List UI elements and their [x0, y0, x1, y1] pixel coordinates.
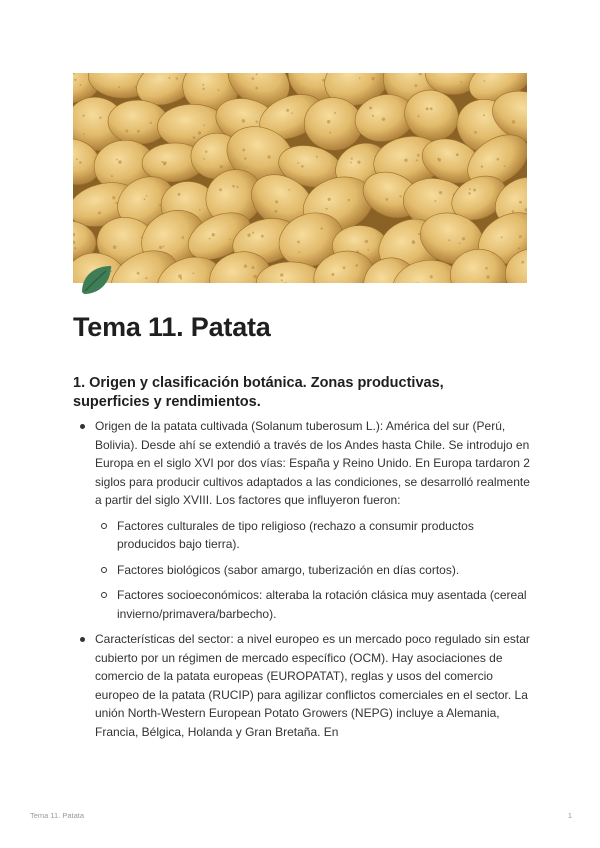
potato-eye — [371, 77, 374, 80]
potato-eye — [369, 106, 372, 109]
list-item-text: Origen de la patata cultivada (Solanum tuberosum L.): América del sur (Perú, Bolivia). Desde ahí se extendió a través de los Andes hasta Chile. Se introdujo en Europa en el siglo XVI por dos vías: España y Reino Unido. En Europa tardaron 2 siglos para producir cultivos adaptados a las condiciones, se desarrolló realmente a partir del siglo XVIII. Los factores que influyeron fueron: — [95, 419, 530, 507]
potato-eye — [112, 196, 115, 199]
potato-eye — [385, 198, 388, 201]
potatoes-photo — [73, 73, 527, 283]
potato-eye — [218, 89, 220, 91]
potato-eye — [205, 151, 207, 153]
potato-eye — [416, 159, 418, 161]
potato-eye — [521, 261, 524, 264]
potato-eye — [163, 163, 166, 166]
page-number: 1 — [567, 811, 572, 820]
potato-eye — [76, 158, 78, 160]
potato-eye — [297, 162, 299, 164]
potato-eye — [414, 84, 417, 87]
potato-eye — [99, 117, 101, 119]
potato-eye — [150, 122, 152, 124]
potato-eye — [399, 195, 401, 197]
potato-eye — [448, 239, 450, 241]
potato-eye — [299, 251, 301, 253]
cover-image — [73, 73, 527, 283]
potato-eye — [497, 158, 500, 161]
potato-eye — [331, 273, 334, 276]
list-item: Factores socioeconómicos: alteraba la rotación clásica muy asentada (cereal invierno/primavera/barbecho). — [95, 586, 533, 623]
potato-eye — [430, 275, 433, 278]
potato-eye — [519, 235, 522, 238]
potato-eye — [426, 107, 429, 110]
potato-eye — [460, 81, 462, 83]
potato-eye — [113, 245, 117, 249]
potato-eye — [242, 119, 246, 123]
footer-title: Tema 11. Patata — [30, 811, 85, 820]
list-item-text: Características del sector: a nivel europeo es un mercado poco regulado sin estar cubierto por un régimen de mercado específico (OCM). Hay asociaciones de comercio de la patata europeas (EUROPATAT), reglas y usos del comercio europeo de la patata (RUCIP) para agilizar conflictos comerciales en el sector. La unión North-Western European Potato Growers (NEPG) incluye a Alemania, Francia, Bélgica, Holanda y Gran Bretaña. En — [95, 632, 530, 739]
list-item: Factores biológicos (sabor amargo, tuberización en días cortos). — [95, 561, 533, 580]
potato-eye — [334, 112, 336, 114]
potato-eye — [252, 266, 255, 269]
potato-eye — [462, 237, 465, 240]
potato-eye — [74, 247, 76, 249]
potato-eye — [115, 202, 117, 204]
potato-eye — [83, 133, 85, 135]
potato-eye — [202, 88, 204, 90]
potato-eye — [232, 185, 235, 188]
potato-eye — [182, 236, 185, 239]
potato-eye — [512, 120, 516, 124]
potato-eye — [357, 161, 360, 164]
potato-eye — [116, 159, 118, 161]
potato-eye — [316, 156, 318, 158]
potato-eye — [219, 188, 222, 191]
section-heading: 1. Origen y clasificación botánica. Zonas productivas, superficies y rendimientos. — [73, 375, 444, 410]
potato-eye — [83, 115, 85, 117]
potato-eye — [137, 272, 140, 275]
potato-eye — [359, 77, 361, 79]
potato-eye — [275, 200, 278, 203]
page-title: Tema 11. Patata — [73, 312, 271, 342]
list-item — [73, 417, 533, 623]
potato-eye — [281, 279, 283, 281]
potato-eye — [274, 210, 277, 213]
potato-eye — [118, 86, 120, 88]
potato-eye — [486, 275, 489, 278]
potato-eye — [144, 198, 146, 200]
potato-eye — [209, 238, 211, 240]
potato-eye — [343, 266, 346, 269]
potato-eye — [212, 233, 215, 236]
potato-eye — [229, 239, 231, 241]
potato-eye — [202, 84, 204, 86]
potato-eye — [430, 107, 433, 110]
potato-eye — [255, 87, 258, 90]
potato-eye — [326, 208, 328, 210]
potato-eye — [178, 193, 181, 196]
leaf-icon — [78, 262, 114, 298]
potato-eye — [286, 109, 289, 112]
potato-eye — [168, 77, 170, 79]
potato-eye — [193, 136, 196, 139]
potato-eye — [244, 157, 246, 159]
potato-eye — [247, 234, 250, 237]
potato-eye — [236, 186, 238, 188]
list-item — [73, 630, 533, 741]
potato-eye — [159, 246, 162, 249]
potato-eye — [367, 249, 369, 251]
potato-eye — [118, 160, 122, 164]
potato-eye — [483, 114, 485, 116]
potato-eye — [80, 84, 82, 86]
potato-eye — [176, 77, 178, 79]
potato-eye — [74, 79, 76, 81]
potato-eye — [193, 272, 195, 274]
potato-eye — [348, 199, 350, 201]
potato-eye — [417, 154, 420, 157]
potato-eye — [134, 86, 136, 88]
potato-eye — [111, 175, 113, 177]
list-item: Factores culturales de tipo religioso (rechazo a consumir productos producidos bajo tierra). — [95, 517, 533, 554]
potato-eye — [365, 240, 368, 243]
potato-eye — [504, 165, 506, 167]
potato-eye — [456, 153, 459, 156]
potato-eye — [288, 189, 290, 191]
potato-eye — [244, 265, 247, 268]
sub-bullet-list — [95, 517, 533, 624]
potato-eye — [355, 264, 358, 267]
potato-eye — [350, 162, 352, 164]
potato-eye — [519, 201, 522, 204]
potato-eye — [483, 80, 485, 82]
potato-eye — [459, 242, 461, 244]
potato-eye — [220, 165, 223, 168]
potato-eye — [297, 241, 300, 244]
potato-eye — [291, 112, 293, 114]
potato-eye — [203, 124, 205, 126]
potato-eye — [473, 189, 476, 192]
potato-eye — [351, 158, 353, 160]
potato-eye — [501, 236, 503, 238]
potato-eye — [242, 149, 245, 152]
potato-eye — [329, 132, 331, 134]
potato-eye — [382, 118, 385, 121]
potato-eye — [253, 275, 257, 279]
potato-eye — [178, 274, 182, 278]
potato-eye — [474, 131, 477, 134]
potato-eye — [267, 155, 270, 158]
potato-eye — [162, 161, 164, 163]
potato-eye — [163, 245, 165, 247]
potato-eye — [418, 115, 420, 117]
potato-eye — [79, 161, 82, 164]
potato-eye — [203, 158, 205, 160]
potato-eye — [518, 247, 520, 249]
potato-eye — [412, 240, 414, 242]
potato-eye — [512, 210, 515, 213]
potato-eye — [372, 115, 374, 117]
potato-eye — [146, 195, 148, 197]
potato-eye — [198, 131, 201, 134]
potato-eye — [485, 267, 488, 270]
potato-eye — [199, 209, 201, 211]
potato-eye — [252, 232, 254, 234]
potato-eye — [256, 121, 258, 123]
potato-eye — [261, 235, 264, 238]
potato-eye — [280, 273, 283, 276]
potato-eye — [469, 188, 471, 190]
potato-eye — [481, 165, 483, 167]
potato-eye — [439, 191, 442, 194]
potato-eye — [320, 227, 322, 229]
potato-eye — [437, 158, 439, 160]
potato-eye — [145, 277, 147, 279]
potato-eye — [140, 237, 142, 239]
potato-eye — [328, 198, 331, 201]
potato-eye — [137, 130, 140, 133]
potato-eye — [301, 165, 304, 168]
potato-eye — [252, 77, 255, 80]
potato-eye — [468, 192, 471, 195]
potato-eye — [327, 120, 330, 123]
potato-eye — [434, 200, 436, 202]
potato-eye — [404, 159, 407, 162]
potato-eye — [256, 73, 258, 75]
bullet-list — [73, 417, 533, 741]
potato-eye — [125, 130, 128, 133]
content-body — [73, 417, 533, 748]
potato-eye — [98, 212, 101, 215]
